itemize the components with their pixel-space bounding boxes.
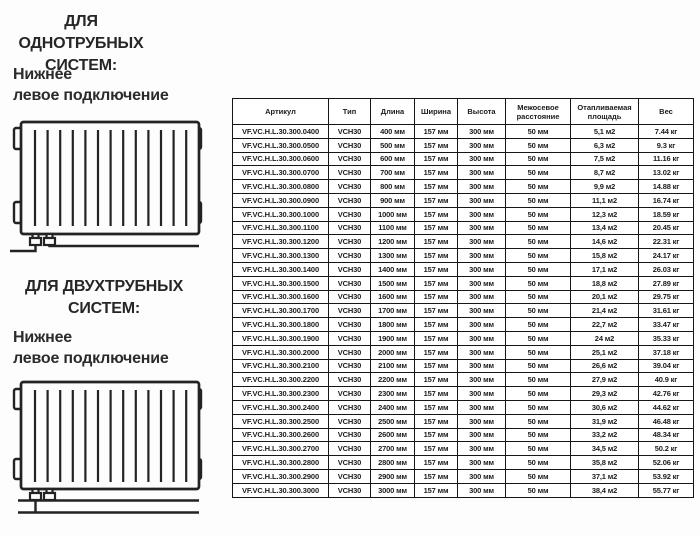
table-cell: 26.03 кг [639,262,694,276]
table-cell: VF.VC.H.L.30.300.1800 [233,318,329,332]
table-cell: 50 мм [506,125,571,139]
table-cell: 2500 мм [371,414,415,428]
table-cell: 50 мм [506,387,571,401]
table-cell: 2700 мм [371,442,415,456]
table-cell: 38,4 м2 [571,483,639,497]
table-cell: 50 мм [506,290,571,304]
table-cell: 20.45 кг [639,221,694,235]
table-cell: 50 мм [506,166,571,180]
table-cell: 2200 мм [371,373,415,387]
table-cell: 39.04 кг [639,359,694,373]
table-cell: VCH30 [329,456,371,470]
table-cell: 2100 мм [371,359,415,373]
table-row [233,456,694,470]
table-cell: 14.88 кг [639,180,694,194]
table-cell: 300 мм [458,166,506,180]
table-cell: VCH30 [329,221,371,235]
table-cell: 300 мм [458,180,506,194]
table-cell: 30,6 м2 [571,400,639,414]
table-cell: 1900 мм [371,331,415,345]
table-cell: VCH30 [329,414,371,428]
column-header: Межосевое расстояние [506,99,571,125]
table-cell: VCH30 [329,138,371,152]
table-cell: 157 мм [415,235,458,249]
table-cell: 157 мм [415,221,458,235]
table-cell: 50 мм [506,414,571,428]
table-row [233,207,694,221]
table-cell: 157 мм [415,180,458,194]
table-cell: 34,5 м2 [571,442,639,456]
table-cell: 25,1 м2 [571,345,639,359]
table-cell: 35.33 кг [639,331,694,345]
table-cell: VCH30 [329,152,371,166]
table-cell: 29.75 кг [639,290,694,304]
table-cell: 18.59 кг [639,207,694,221]
table-cell: 300 мм [458,290,506,304]
table-cell: 50 мм [506,428,571,442]
table-row [233,304,694,318]
table-cell: 50 мм [506,276,571,290]
table-cell: 157 мм [415,193,458,207]
table-cell: VF.VC.H.L.30.300.2000 [233,345,329,359]
table-cell: 33,2 м2 [571,428,639,442]
table-cell: 157 мм [415,387,458,401]
table-cell: 300 мм [458,276,506,290]
table-cell: 157 мм [415,152,458,166]
table-cell: 300 мм [458,262,506,276]
table-cell: VF.VC.H.L.30.300.1600 [233,290,329,304]
table-cell: 2400 мм [371,400,415,414]
table-cell: 157 мм [415,428,458,442]
table-cell: VCH30 [329,235,371,249]
table-body [233,125,694,498]
table-row [233,400,694,414]
table-cell: 157 мм [415,400,458,414]
table-cell: 11,1 м2 [571,193,639,207]
table-cell: 1400 мм [371,262,415,276]
table-cell: 24.17 кг [639,249,694,263]
table-cell: 50 мм [506,138,571,152]
table-cell: 1500 мм [371,276,415,290]
table-cell: 300 мм [458,414,506,428]
table-row [233,359,694,373]
table-cell: 22,7 м2 [571,318,639,332]
table-cell: VF.VC.H.L.30.300.2200 [233,373,329,387]
table-cell: 50 мм [506,331,571,345]
table-cell: VF.VC.H.L.30.300.0500 [233,138,329,152]
table-cell: 50 мм [506,304,571,318]
table-cell: 50 мм [506,469,571,483]
table-row [233,125,694,139]
table-cell: VCH30 [329,304,371,318]
table-cell: VCH30 [329,428,371,442]
table-cell: 33.47 кг [639,318,694,332]
table-cell: 7,5 м2 [571,152,639,166]
table-cell: VF.VC.H.L.30.300.1900 [233,331,329,345]
table-cell: 53.92 кг [639,469,694,483]
table-row [233,387,694,401]
table-cell: VF.VC.H.L.30.300.1300 [233,249,329,263]
table-cell: VF.VC.H.L.30.300.0600 [233,152,329,166]
table-row [233,428,694,442]
table-cell: 157 мм [415,456,458,470]
table-cell: VCH30 [329,359,371,373]
two-pipe-heading-line2: СИСТЕМ: [68,300,140,317]
table-cell: 500 мм [371,138,415,152]
table-cell: 300 мм [458,138,506,152]
two-pipe-subheading [13,327,213,369]
table-cell: 46.48 кг [639,414,694,428]
table-cell: VCH30 [329,249,371,263]
table-cell: 50 мм [506,345,571,359]
table-cell: 300 мм [458,152,506,166]
table-cell: 50 мм [506,400,571,414]
table-cell: 50 мм [506,249,571,263]
radiator-two-pipe-diagram-icon [6,374,208,522]
table-cell: VCH30 [329,290,371,304]
table-cell: 24 м2 [571,331,639,345]
column-header: Отапливаемая площадь [571,99,639,125]
two-pipe-heading-line1: ДЛЯ ДВУХТРУБНЫХ [24,278,184,295]
single-pipe-subheading [13,64,213,106]
table-cell: 50 мм [506,193,571,207]
table-cell: 13,4 м2 [571,221,639,235]
table-row [233,318,694,332]
table-row [233,345,694,359]
table-row [233,138,694,152]
table-cell: 300 мм [458,442,506,456]
table-cell: VCH30 [329,262,371,276]
table-cell: 12,3 м2 [571,207,639,221]
table-cell: VF.VC.H.L.30.300.0800 [233,180,329,194]
table-cell: VF.VC.H.L.30.300.2700 [233,442,329,456]
column-header: Высота [458,99,506,125]
column-header: Вес [639,99,694,125]
table-cell: 50 мм [506,373,571,387]
table-cell: VF.VC.H.L.30.300.1500 [233,276,329,290]
table-cell: 50 мм [506,221,571,235]
table-cell: VCH30 [329,387,371,401]
table-cell: 26,6 м2 [571,359,639,373]
table-cell: 300 мм [458,387,506,401]
table-row [233,331,694,345]
table-cell: 20,1 м2 [571,290,639,304]
table-cell: 1300 мм [371,249,415,263]
table-cell: 157 мм [415,469,458,483]
table-cell: 157 мм [415,249,458,263]
table-cell: 300 мм [458,400,506,414]
table-cell: 50 мм [506,318,571,332]
table-cell: 157 мм [415,207,458,221]
table-cell: 37.18 кг [639,345,694,359]
table-cell: 300 мм [458,221,506,235]
table-cell: 5,1 м2 [571,125,639,139]
table-cell: VF.VC.H.L.30.300.2100 [233,359,329,373]
table-cell: 1800 мм [371,318,415,332]
table-cell: VF.VC.H.L.30.300.2500 [233,414,329,428]
single-pipe-heading-line2: СИСТЕМ: [45,57,117,74]
table-cell: 800 мм [371,180,415,194]
table-cell: VCH30 [329,469,371,483]
table-cell: 157 мм [415,290,458,304]
table-row [233,235,694,249]
table-cell: 157 мм [415,276,458,290]
table-cell: VF.VC.H.L.30.300.0700 [233,166,329,180]
table-cell: 1700 мм [371,304,415,318]
table-cell: 157 мм [415,345,458,359]
table-header-row [233,99,694,125]
table-cell: 50 мм [506,442,571,456]
table-cell: VF.VC.H.L.30.300.1100 [233,221,329,235]
table-cell: 157 мм [415,304,458,318]
table-row [233,193,694,207]
table-cell: 2300 мм [371,387,415,401]
table-cell: 50 мм [506,180,571,194]
table-cell: 157 мм [415,318,458,332]
table-cell: 50 мм [506,262,571,276]
two-pipe-heading [6,276,202,320]
table-cell: 1200 мм [371,235,415,249]
table-row [233,442,694,456]
table-cell: 300 мм [458,345,506,359]
table-cell: 50 мм [506,483,571,497]
single-pipe-subheading-line2: левое подключение [13,87,169,104]
single-pipe-subheading-line1: Нижнее [13,66,72,83]
table-cell: 50 мм [506,207,571,221]
table-cell: 157 мм [415,359,458,373]
column-header: Длина [371,99,415,125]
table-cell: 157 мм [415,138,458,152]
table-cell: 2800 мм [371,456,415,470]
table-cell: 48.34 кг [639,428,694,442]
table-cell: 900 мм [371,193,415,207]
radiator-single-pipe-diagram-icon [6,112,208,258]
table-cell: 40.9 кг [639,373,694,387]
table-cell: VF.VC.H.L.30.300.2400 [233,400,329,414]
table-cell: 300 мм [458,456,506,470]
table-cell: 9.3 кг [639,138,694,152]
table-cell: VCH30 [329,193,371,207]
table-row [233,180,694,194]
table-cell: VF.VC.H.L.30.300.2900 [233,469,329,483]
table-cell: 13.02 кг [639,166,694,180]
table-cell: 6,3 м2 [571,138,639,152]
table-row [233,469,694,483]
table-cell: 22.31 кг [639,235,694,249]
radiator-spec-table [232,98,694,498]
table-cell: 300 мм [458,235,506,249]
column-header: Ширина [415,99,458,125]
table-cell: 300 мм [458,331,506,345]
table-cell: VF.VC.H.L.30.300.1000 [233,207,329,221]
table-cell: 300 мм [458,359,506,373]
table-cell: 21,4 м2 [571,304,639,318]
table-cell: 15,8 м2 [571,249,639,263]
table-cell: 27.89 кг [639,276,694,290]
table-row [233,483,694,497]
table-cell: VF.VC.H.L.30.300.0900 [233,193,329,207]
table-cell: 157 мм [415,373,458,387]
table-cell: 2600 мм [371,428,415,442]
table-cell: 17,1 м2 [571,262,639,276]
table-cell: 300 мм [458,125,506,139]
table-cell: VCH30 [329,276,371,290]
table-cell: 37,1 м2 [571,469,639,483]
table-row [233,290,694,304]
table-cell: 50 мм [506,359,571,373]
table-cell: 157 мм [415,262,458,276]
table-cell: 16.74 кг [639,193,694,207]
table-cell: 9,9 м2 [571,180,639,194]
table-cell: VCH30 [329,483,371,497]
table-cell: 52.06 кг [639,456,694,470]
table-cell: VCH30 [329,345,371,359]
table-cell: VF.VC.H.L.30.300.0400 [233,125,329,139]
table-cell: 27,9 м2 [571,373,639,387]
table-cell: 3000 мм [371,483,415,497]
table-cell: 300 мм [458,193,506,207]
table-cell: 14,6 м2 [571,235,639,249]
single-pipe-heading-line1: ДЛЯ ОДНОТРУБНЫХ [18,13,144,52]
table-cell: 29,3 м2 [571,387,639,401]
table-cell: 1000 мм [371,207,415,221]
table-cell: 2900 мм [371,469,415,483]
table-cell: 42.76 кг [639,387,694,401]
table-cell: 157 мм [415,331,458,345]
table-cell: VF.VC.H.L.30.300.3000 [233,483,329,497]
table-cell: 300 мм [458,428,506,442]
table-row [233,249,694,263]
table-cell: VCH30 [329,318,371,332]
table-cell: VCH30 [329,125,371,139]
table-cell: 300 мм [458,304,506,318]
table-cell: 600 мм [371,152,415,166]
table-cell: 31.61 кг [639,304,694,318]
column-header: Артикул [233,99,329,125]
table-cell: VF.VC.H.L.30.300.2600 [233,428,329,442]
table-cell: VCH30 [329,207,371,221]
table-cell: VF.VC.H.L.30.300.1700 [233,304,329,318]
table-row [233,414,694,428]
table-cell: 400 мм [371,125,415,139]
table-cell: 1600 мм [371,290,415,304]
table-cell: 50 мм [506,152,571,166]
table-cell: 11.16 кг [639,152,694,166]
table-cell: 300 мм [458,318,506,332]
table-cell: 157 мм [415,483,458,497]
table-cell: VCH30 [329,180,371,194]
table-row [233,221,694,235]
table-cell: VCH30 [329,373,371,387]
table-cell: 157 мм [415,166,458,180]
two-pipe-subheading-line1: Нижнее [13,329,72,346]
table-cell: 44.62 кг [639,400,694,414]
two-pipe-subheading-line2: левое подключение [13,350,169,367]
table-cell: 300 мм [458,373,506,387]
table-cell: 18,8 м2 [571,276,639,290]
table-cell: 300 мм [458,469,506,483]
table-cell: 8,7 м2 [571,166,639,180]
table-row [233,276,694,290]
table-cell: VF.VC.H.L.30.300.2300 [233,387,329,401]
table-cell: VCH30 [329,166,371,180]
table-cell: 300 мм [458,207,506,221]
table-cell: 50 мм [506,456,571,470]
table-row [233,152,694,166]
table-cell: 50.2 кг [639,442,694,456]
table-cell: 2000 мм [371,345,415,359]
table-cell: 157 мм [415,414,458,428]
table-cell: VCH30 [329,400,371,414]
column-header: Тип [329,99,371,125]
table-cell: 7.44 кг [639,125,694,139]
table-cell: 35,8 м2 [571,456,639,470]
table-cell: 50 мм [506,235,571,249]
table-cell: VF.VC.H.L.30.300.1200 [233,235,329,249]
table-row [233,262,694,276]
table-cell: VF.VC.H.L.30.300.1400 [233,262,329,276]
table-row [233,166,694,180]
table-cell: 157 мм [415,125,458,139]
table-row [233,373,694,387]
table-cell: 300 мм [458,249,506,263]
table-cell: 31,9 м2 [571,414,639,428]
table-cell: 55.77 кг [639,483,694,497]
table-cell: VF.VC.H.L.30.300.2800 [233,456,329,470]
spec-table-container [232,98,694,498]
table-cell: VCH30 [329,331,371,345]
table-cell: 1100 мм [371,221,415,235]
table-cell: 300 мм [458,483,506,497]
table-cell: VCH30 [329,442,371,456]
table-cell: 700 мм [371,166,415,180]
table-cell: 157 мм [415,442,458,456]
